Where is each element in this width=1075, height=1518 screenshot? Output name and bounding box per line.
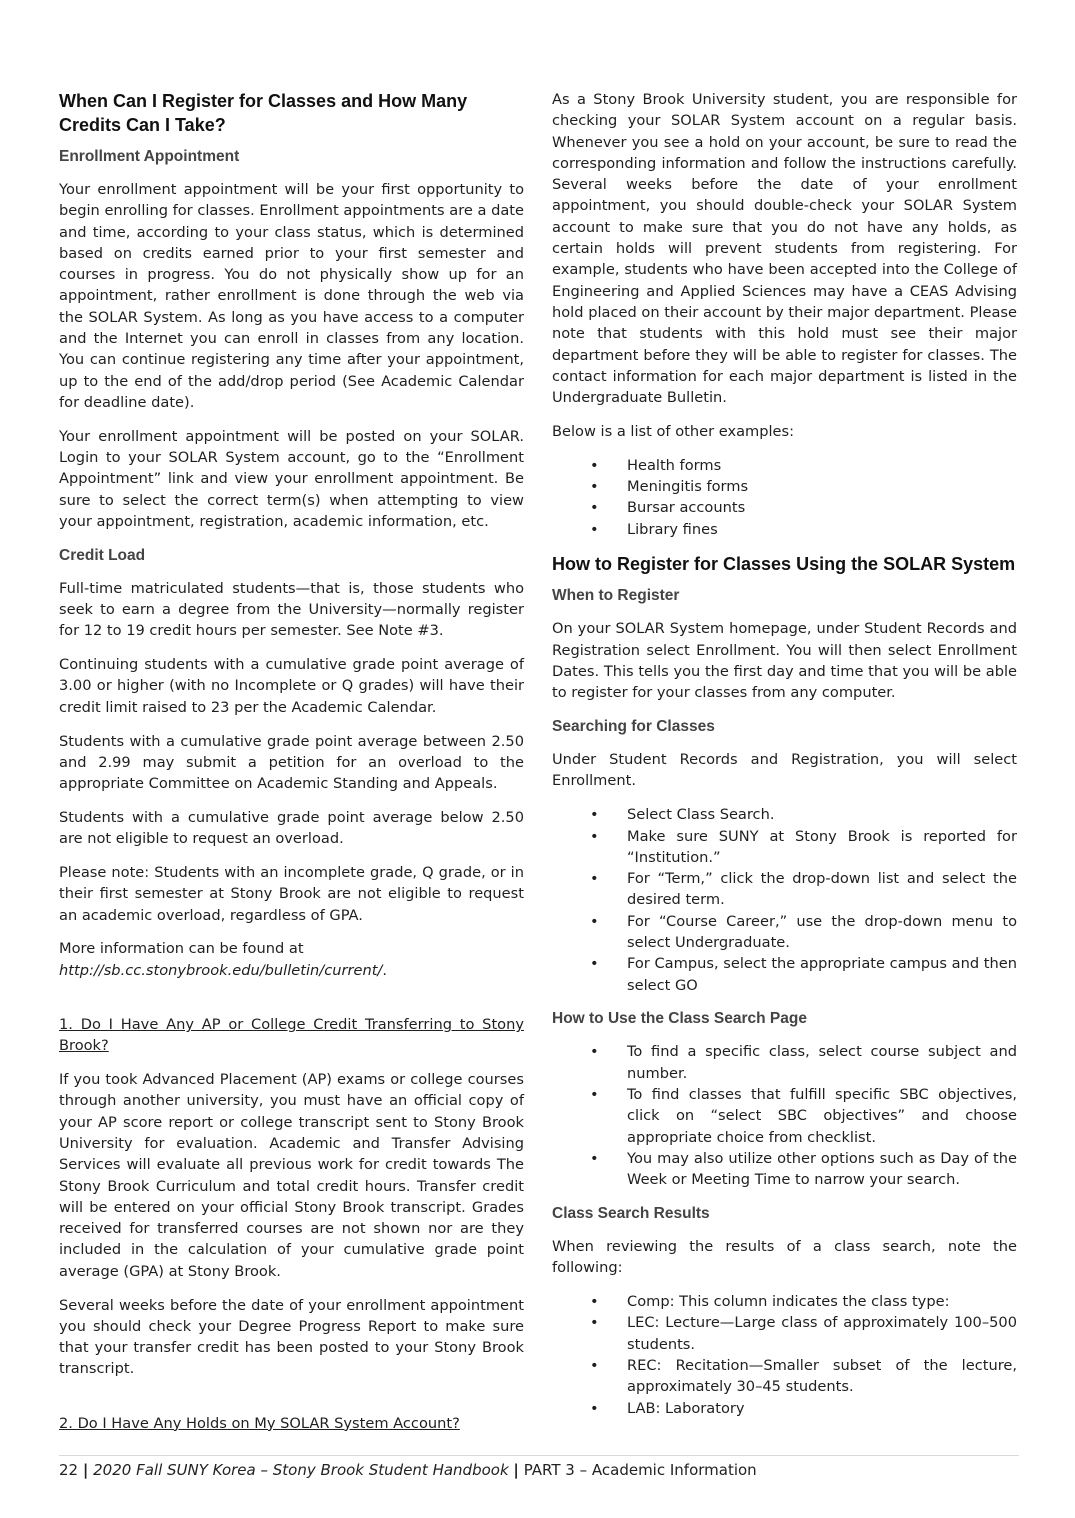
bullet-icon: • <box>590 520 599 538</box>
footer-divider <box>59 1455 1019 1456</box>
list-item: • For “Course Career,” use the drop-down menu to select Undergraduate. <box>590 912 1017 951</box>
list-item: • Select Class Search. <box>552 804 1017 825</box>
question-1-paragraph-1: If you took Advanced Placement (AP) exams or college courses through another university, you must have an official copy of your AP score report or college transcript sent to Stony Brook University for evaluation. Academic and Transfer Advising Services will evaluate all previous work for credit towards The Stony Brook Curriculum and total credit hours. Transfer credit will be entered on your official Stony Brook transcript. Grades received for transferred courses are not shown nor are they included in the calculation of your cumulative grade point average (GPA) at Stony Brook. <box>59 1071 524 1280</box>
page-footer <box>59 1460 757 1480</box>
subheading-class-search-results: Class Search Results <box>552 1204 710 1222</box>
bullet-icon: • <box>590 1356 599 1374</box>
section-heading-register: When Can I Register for Classes and How Many Credits Can I Take? <box>59 91 468 135</box>
bullet-icon: • <box>590 456 599 474</box>
part-label: PART 3 – Academic Information <box>523 1461 757 1479</box>
footer-separator: | <box>82 1461 89 1479</box>
list-item: • LAB: Laboratory <box>552 1398 1017 1419</box>
bullet-icon: • <box>590 1043 599 1061</box>
list-item: • For “Term,” click the drop-down list and select the desired term. <box>590 870 1017 909</box>
bullet-icon: • <box>590 827 599 845</box>
right-column <box>552 89 1017 1431</box>
list-item: • You may also utilize other options such as Day of the Week or Meeting Time to narrow your search. <box>590 1149 1017 1189</box>
page-number: 22 <box>59 1461 79 1479</box>
holds-paragraph-2: Below is a list of other examples: <box>552 422 795 440</box>
list-item: • LEC: Lecture—Large class of approximately 100–500 students. <box>590 1314 1017 1353</box>
bullet-icon: • <box>590 1399 599 1417</box>
search-steps-list <box>552 804 1017 996</box>
results-paragraph: When reviewing the results of a class search, note the following: <box>552 1237 1017 1277</box>
footer-separator: | <box>513 1461 519 1479</box>
list-item: • To find a specific class, select course subject and number. <box>590 1043 1017 1082</box>
bullet-icon: • <box>590 912 599 930</box>
enrollment-paragraph-1: Your enrollment appointment will be your first opportunity to begin enrolling for classes. Enrollment appointments are a date and time, according to your class status, which is determined based on credits earned prior to your first semester and courses in progress. You do not physically show up for an appointment, rather enrollment is done through the web via the SOLAR System. As long as you have access to a computer and the Internet you can enroll in classes from any location. You can continue registering any time after your appointment, up to the end of the add/drop period (See Academic Calendar for deadline date). <box>59 181 524 411</box>
question-1-paragraph-2: Several weeks before the date of your enrollment appointment you should check your Degree Progress Report to make sure that your transfer credit has been posted to your Stony Brook transcript. <box>59 1296 524 1378</box>
list-item: • Meningitis forms <box>552 476 1017 497</box>
list-item: • Make sure SUNY at Stony Brook is reported for “Institution.” <box>590 827 1017 866</box>
class-search-tips-list <box>552 1041 1017 1190</box>
question-1-heading: 1. Do I Have Any AP or College Credit Transferring to Stony Brook? <box>59 1016 524 1055</box>
bullet-icon: • <box>590 1149 599 1167</box>
list-item: • Bursar accounts <box>552 497 1017 518</box>
results-list <box>552 1291 1017 1419</box>
bulletin-link[interactable]: http://sb.cc.stonybrook.edu/bulletin/current/ <box>59 961 383 979</box>
more-info-period: . <box>382 961 387 979</box>
subheading-credit-load: Credit Load <box>59 546 146 564</box>
credit-paragraph-5: Please note: Students with an incomplete grade, Q grade, or in their first semester at Stony Brook are not eligible to request an academic overload, regardless of GPA. <box>59 864 524 924</box>
list-item: • Library fines <box>552 519 1017 540</box>
when-paragraph: On your SOLAR System homepage, under Student Records and Registration select Enrollment. You will then select Enrollment Dates. This tells you the first day and time that you will be able to register for your classes from any computer. <box>552 620 1017 702</box>
more-info-text: More information can be found at <box>59 940 304 958</box>
credit-paragraph-4: Students with a cumulative grade point average below 2.50 are not eligible to request an overload. <box>59 808 524 848</box>
bullet-icon: • <box>590 955 599 973</box>
list-item: • REC: Recitation—Smaller subset of the lecture, approximately 30–45 students. <box>590 1356 1017 1396</box>
subheading-searching-for-classes: Searching for Classes <box>552 718 715 736</box>
bullet-icon: • <box>590 1314 599 1332</box>
search-paragraph: Under Student Records and Registration, you will select Enrollment. <box>552 751 1017 790</box>
subheading-class-search-page: How to Use the Class Search Page <box>552 1010 807 1028</box>
subheading-when-to-register: When to Register <box>552 587 680 605</box>
list-item: • To find classes that fulfill specific SBC objectives, click on “select SBC objectives” and choose appropriate choice from checklist. <box>590 1085 1017 1146</box>
list-item: • For Campus, select the appropriate campus and then select GO <box>590 955 1017 994</box>
list-item: • Comp: This column indicates the class type: <box>552 1291 1017 1312</box>
bullet-icon: • <box>590 806 599 824</box>
handbook-title: 2020 Fall SUNY Korea – Stony Brook Student Handbook <box>93 1461 509 1479</box>
more-info-paragraph <box>59 938 524 981</box>
left-column <box>59 89 524 1447</box>
bullet-icon: • <box>590 870 599 888</box>
subheading-enrollment-appointment: Enrollment Appointment <box>59 148 240 165</box>
list-item: • Health forms <box>552 455 1017 476</box>
holds-paragraph-1: As a Stony Brook University student, you are responsible for checking your SOLAR System account on a regular basis. Whenever you see a hold on your account, be sure to read the corresponding information and follow the instructions carefully. Several weeks before the date of your enrollment appointment, you should double-check your SOLAR System account to make sure that you do not have any holds, as certain holds will prevent students from registering. For example, students who have been accepted into the College of Engineering and Applied Sciences may have a CEAS Advising hold placed on their account by their major department. Please note that students with this hold must see their major department before they will be able to register for classes. The contact information for each major department is listed in the Undergraduate Bulletin. <box>552 91 1017 407</box>
bullet-icon: • <box>590 1293 599 1311</box>
question-2-heading: 2. Do I Have Any Holds on My SOLAR System Account? <box>59 1414 460 1432</box>
bullet-icon: • <box>590 478 599 496</box>
section-heading-solar: How to Register for Classes Using the SOLAR System <box>552 554 1016 575</box>
enrollment-paragraph-2: Your enrollment appointment will be posted on your SOLAR. Login to your SOLAR System account, go to the “Enrollment Appointment” link and view your enrollment appointment. Be sure to select the correct term(s) when attempting to view your appointment, registration, academic information, etc. <box>59 427 524 530</box>
credit-paragraph-2: Continuing students with a cumulative grade point average of 3.00 or higher (with no Incomplete or Q grades) will have their credit limit raised to 23 per the Academic Calendar. <box>59 656 524 716</box>
credit-paragraph-1: Full-time matriculated students—that is, those students who seek to earn a degree from the University—normally register for 12 to 19 credit hours per semester. See Note #3. <box>59 579 524 640</box>
bullet-icon: • <box>590 499 599 517</box>
credit-paragraph-3: Students with a cumulative grade point average between 2.50 and 2.99 may submit a petition for an overload to the appropriate Committee on Academic Standing and Appeals. <box>59 732 524 793</box>
bullet-icon: • <box>590 1085 599 1103</box>
holds-list <box>552 455 1017 540</box>
